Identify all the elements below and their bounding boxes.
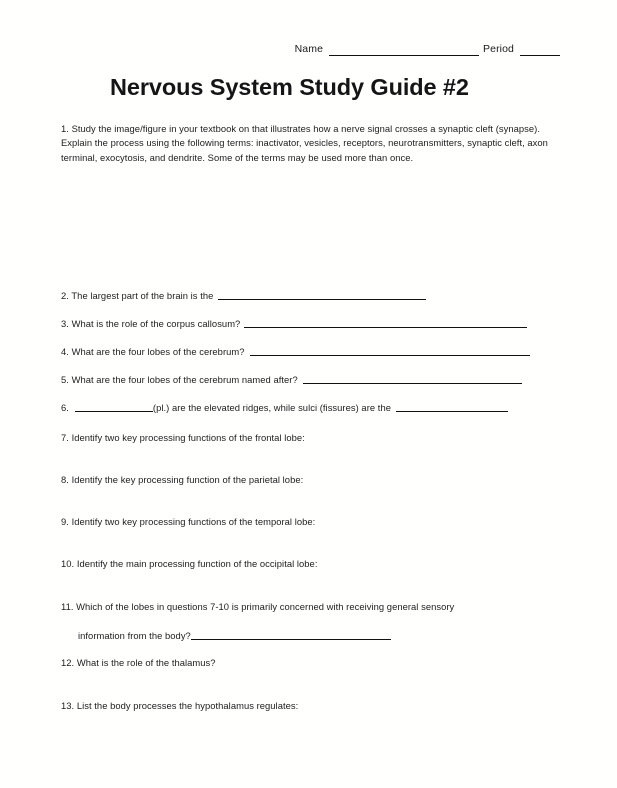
- question-8: 8. Identify the key processing function of the parietal lobe:: [61, 474, 304, 485]
- question-10: 10. Identify the main processing function of the occipital lobe:: [61, 558, 318, 569]
- name-label: Name: [294, 43, 324, 55]
- question-11-answer-blank[interactable]: [191, 629, 391, 640]
- question-6-answer-blank-1[interactable]: [75, 401, 153, 412]
- question-11-line-2: [61, 628, 391, 643]
- question-12: 12. What is the role of the thalamus?: [61, 657, 216, 668]
- question-4-text: 4. What are the four lobes of the cerebrum?: [61, 346, 245, 357]
- question-5: [61, 372, 522, 387]
- question-1: 1. Study the image/figure in your textbook on that illustrates how a nerve signal crosses a synaptic cleft (synapse). Explain the process using the following terms: inactivator, vesicles, receptors, neurotransmitters, synaptic cleft, axon terminal, exocytosis, and dendrite. Some of the terms may be used more than once.: [61, 123, 548, 163]
- question-3: [61, 316, 527, 331]
- question-9: 9. Identify two key processing functions of the temporal lobe:: [61, 516, 316, 527]
- student-info-header: [0, 38, 617, 56]
- period-blank-field[interactable]: [520, 43, 560, 56]
- question-6-text-prefix: 6.: [61, 402, 69, 413]
- question-7: 7. Identify two key processing functions of the frontal lobe:: [61, 432, 305, 443]
- question-6-answer-blank-2[interactable]: [396, 401, 508, 412]
- question-11-line-1: 11. Which of the lobes in questions 7-10 is primarily concerned with receiving general sensory: [61, 601, 455, 612]
- question-5-answer-blank[interactable]: [303, 373, 522, 384]
- question-6-text-suffix: (pl.) are the elevated ridges, while sulci (fissures) are the: [152, 402, 391, 413]
- question-6: [61, 400, 508, 415]
- period-label: Period: [483, 43, 514, 55]
- question-2-answer-blank[interactable]: [218, 289, 426, 300]
- question-4-answer-blank[interactable]: [250, 345, 530, 356]
- question-2-text: 2. The largest part of the brain is the: [61, 290, 214, 301]
- name-blank-field[interactable]: [329, 43, 479, 56]
- question-13: 13. List the body processes the hypothalamus regulates:: [61, 700, 299, 711]
- question-5-text: 5. What are the four lobes of the cerebrum named after?: [61, 374, 298, 385]
- question-2: [61, 288, 426, 303]
- question-11-text: information from the body?: [78, 630, 191, 641]
- question-4: [61, 344, 530, 359]
- page-title: Nervous System Study Guide #2: [110, 74, 469, 100]
- question-3-answer-blank[interactable]: [244, 317, 527, 328]
- question-3-text: 3. What is the role of the corpus callosum?: [61, 318, 241, 329]
